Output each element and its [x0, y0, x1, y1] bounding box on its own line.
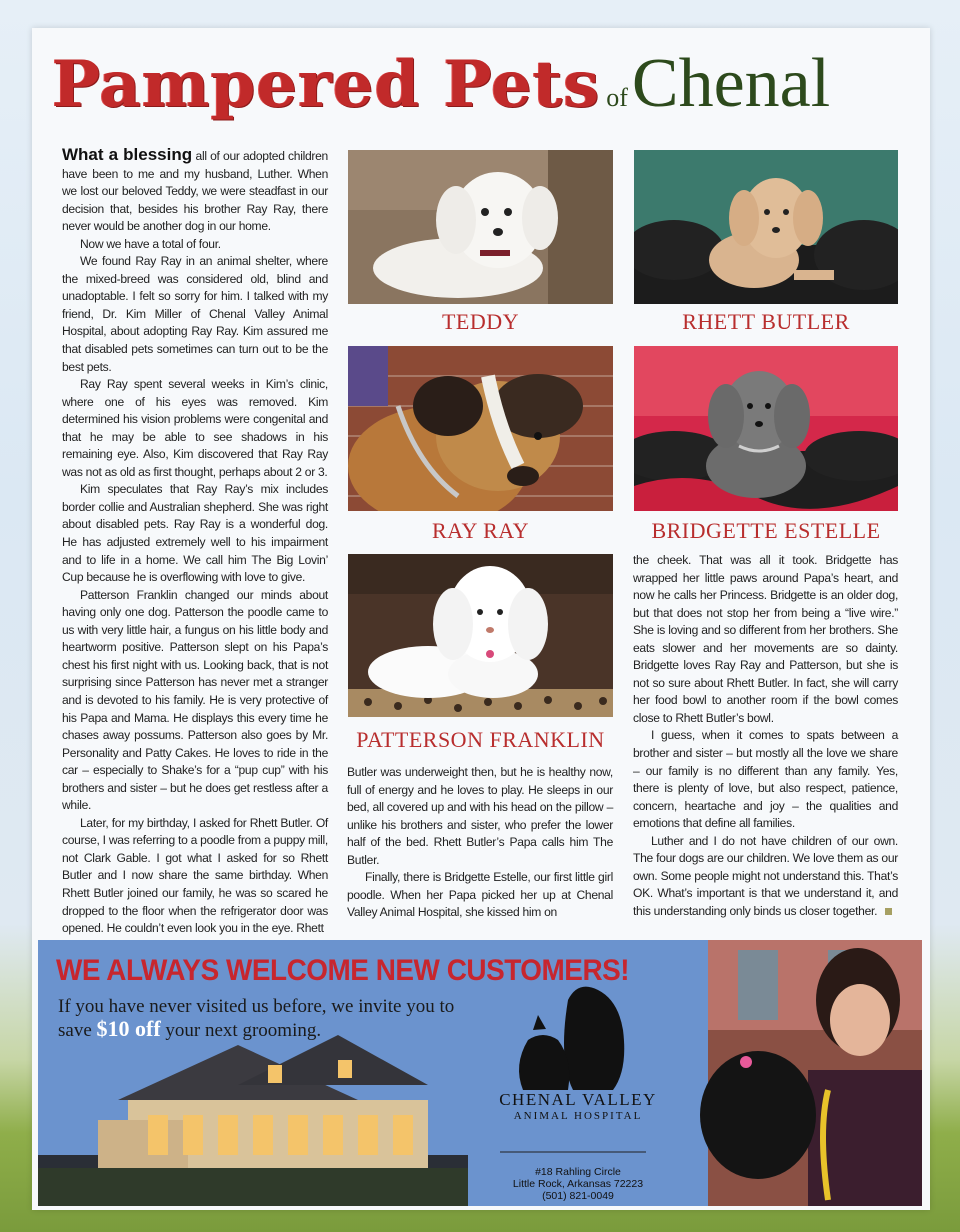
article-paragraph: I guess, when it comes to spats between a brother and sister – but mostly all the love we share – our family is no different than any family. Yes, there is plenty of love, but also respect, patience, concern, heartache and joy – the qualities and emotions that define all families. [633, 728, 898, 831]
title-main: Pampered Pets [52, 47, 601, 122]
article-paragraph: Now we have a total of four. [80, 236, 221, 251]
article-paragraph: Luther and I do not have children of our own. The four dogs are our children. We love them as our own. Some people might not understand this. That’s OK. What’s important is that we understand it, and this understanding only binds us closer together. [633, 833, 898, 918]
caption-ray-ray: RAY RAY [431, 518, 530, 543]
title-of: of [606, 83, 628, 112]
article-paragraph: Ray Ray spent several weeks in Kim’s clinic, where one of his eyes was removed. Kim determined his vision problems were congenital and that he may be able to see shadows in his remaining eye. Also, Kim discovered that Ray Ray was not as old as first thought, perhaps about 2 or 3. [62, 377, 328, 479]
caption-bridgette-estelle: BRIDGETTE ESTELLE [651, 518, 881, 543]
article-column-2 [347, 764, 613, 922]
clinic-logo-text [488, 1090, 668, 1122]
caption-rhett-butler: RHETT BUTLER [682, 309, 850, 334]
clinic-name: CHENAL VALLEY [499, 1090, 657, 1109]
advertisement-banner [38, 940, 922, 1206]
article-paragraph: Butler was underweight then, but he is healthy now, full of energy and he loves to play. He sleeps in our bed, all covered up and with his head on the pillow – unlike his brothers and sister, who prefer the lower half of the bed. Rhett Butler’s Papa calls him The Butler. [347, 765, 613, 867]
article-paragraph: Finally, there is Bridgette Estelle, our first little girl poodle. When her Papa picked her up at Chenal Valley Animal Hospital, she kissed him on [347, 870, 613, 920]
article-column-1 [62, 146, 328, 938]
caption-patterson-franklin: PATTERSON FRANKLIN [356, 727, 605, 752]
photo-bridgette-estelle [634, 346, 898, 511]
article-paragraph: What a blessing all of our adopted children have been to me and my husband, Luther. When we lost our beloved Teddy, we were steadfast in our decision that, besides his brother Ray Ray, there never would be another dog in our home. [62, 145, 328, 234]
clinic-phone: (501) 821-0049 [542, 1190, 614, 1202]
photo-rhett-butler [634, 150, 898, 304]
caption-teddy: TEDDY [441, 309, 520, 334]
article-column-3 [633, 552, 898, 920]
clinic-address: #18 Rahling Circle Little Rock, Arkansas 72223 (501) 821-0049 [493, 1166, 663, 1202]
end-of-article-mark [885, 908, 892, 915]
article-paragraph: Patterson Franklin changed our minds about having only one dog. Patterson the poodle came to us with very little hair, a fungus on his little body and heartworm positive. Patterson slept on his Papa’s chest his first night with us. Looking back, that is not surprising since Patterson has never met a stranger and is devoted to his family. He is very protective of his Papa and Mama. He displays this every time he chases away possums. Patterson also goes by Mr. Personality and Patty Cakes. He loves to ride in the car – especially to Shake’s for a “pup cup” with his brothers and sister – but he does get restless after a while. [62, 587, 328, 813]
article-paragraph: Later, for my birthday, I asked for Rhett Butler. Of course, I was referring to a poodle from a puppy mill, not Clark Gable. I got what I asked for so Rhett Butler and I now share the same birthday. When Rhett Butler joined our family, he was so scared he dropped to the floor when the refrigerator door was opened. He couldn’t even look you in the eye. Rhett [62, 815, 328, 936]
title-place: Chenal [631, 45, 831, 122]
photo-ray-ray [348, 346, 613, 511]
ad-discount: $10 off [96, 1016, 161, 1041]
photo-teddy [348, 150, 613, 304]
page-title [52, 44, 912, 134]
ad-headline: WE ALWAYS WELCOME NEW CUSTOMERS! [56, 954, 630, 987]
ad-subtext: If you have never visited us before, we invite you to save $10 off your next grooming. [58, 996, 455, 1041]
photo-patterson-franklin [348, 554, 613, 717]
article-paragraph: Kim speculates that Ray Ray’s mix includes border collie and Australian shepherd. She was right about disabled pets. Ray Ray is a wonderful dog. He has adjusted extremely well to his impairment and to life in a home. We call him The Big Lovin’ Cup because he is overflowing with love to give. [62, 482, 328, 585]
article-paragraph: the cheek. That was all it took. Bridgette has wrapped her little paws around Papa’s heart, and now he calls her Princess. Bridgette is an older dog, but that does not stop her from being a “live wire.” She is loving and so different from her brothers. She eats slower and her movements are so dainty. Bridgette loves Ray Ray and Patterson, but she is not so sure about Rhett Butler. In fact, she will carry her food bowl to another room if the bowl comes close to Rhett Butler’s bowl. [633, 553, 898, 725]
article-lead: What a blessing [62, 145, 193, 164]
clinic-subname: ANIMAL HOSPITAL [513, 1110, 643, 1122]
article-paragraph: We found Ray Ray in an animal shelter, where the mixed-breed was considered old, blind and unadoptable. I felt so sorry for him. I talked with my friend, Dr. Kim Miller of Chenal Valley Animal Hospital, about adopting Ray Ray. Kim assured me that disabled pets sometimes can turn out to be the best pets. [62, 254, 328, 374]
